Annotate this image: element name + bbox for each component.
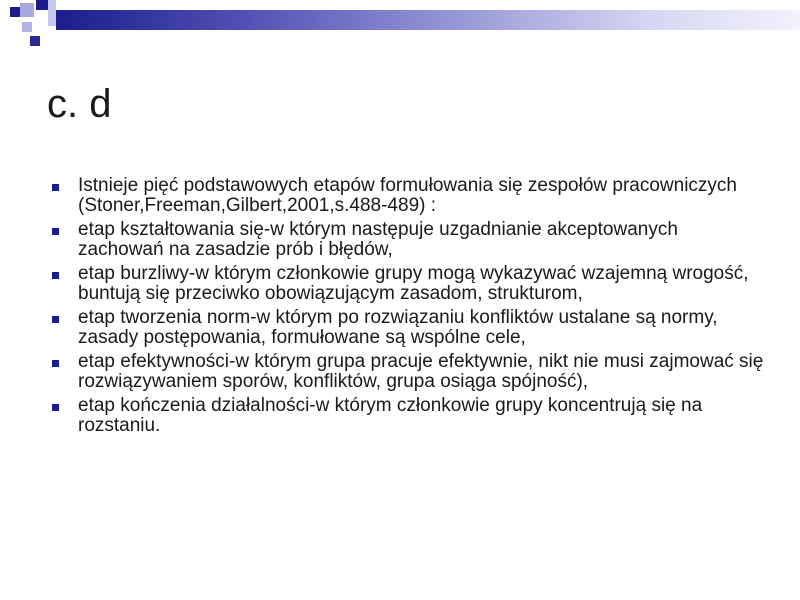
header-gradient-bar (56, 10, 800, 30)
bullet-text: etap tworzenia norm-w którym po rozwiązaniu konfliktów ustalane są normy, zasady postępowania, formułowane są wspólne cele, (78, 307, 718, 348)
bullet-item (48, 176, 768, 216)
decorative-square (36, 0, 48, 10)
square-bullet-icon (52, 184, 59, 191)
bullet-text: Istnieje pięć podstawowych etapów formułowania się zespołów pracowniczych (Stoner,Freeman,Gilbert,2001,s.488-489) : (78, 175, 737, 216)
square-bullet-icon (52, 360, 59, 367)
decorative-square (10, 7, 20, 17)
square-bullet-icon (52, 272, 59, 279)
bullet-text: etap efektywności-w którym grupa pracuje efektywnie, nikt nie musi zajmować się rozwiązywaniem sporów, konfliktów, grupa osiąga spójność), (78, 351, 764, 392)
bullet-text: etap kończenia działalności-w którym członkowie grupy koncentrują się na rozstaniu. (78, 395, 703, 436)
bullet-item (48, 264, 768, 304)
square-bullet-icon (52, 316, 59, 323)
bullet-item (48, 396, 768, 436)
decorative-square (22, 22, 32, 32)
square-bullet-icon (52, 228, 59, 235)
decorative-square (30, 36, 40, 46)
decorative-square (48, 0, 56, 26)
bullet-list (48, 176, 768, 440)
bullet-text: etap burzliwy-w którym członkowie grupy mogą wykazywać wzajemną wrogość, buntują się przeciwko obowiązującym zasadom, strukturom, (78, 263, 749, 304)
bullet-item (48, 352, 768, 392)
decorative-square (20, 3, 34, 17)
square-bullet-icon (52, 404, 59, 411)
bullet-item (48, 308, 768, 348)
bullet-item (48, 220, 768, 260)
bullet-text: etap kształtowania się-w którym następuje uzgadnianie akceptowanych zachowań na zasadzie prób i błędów, (78, 219, 678, 260)
slide-title: c. d (47, 82, 112, 126)
